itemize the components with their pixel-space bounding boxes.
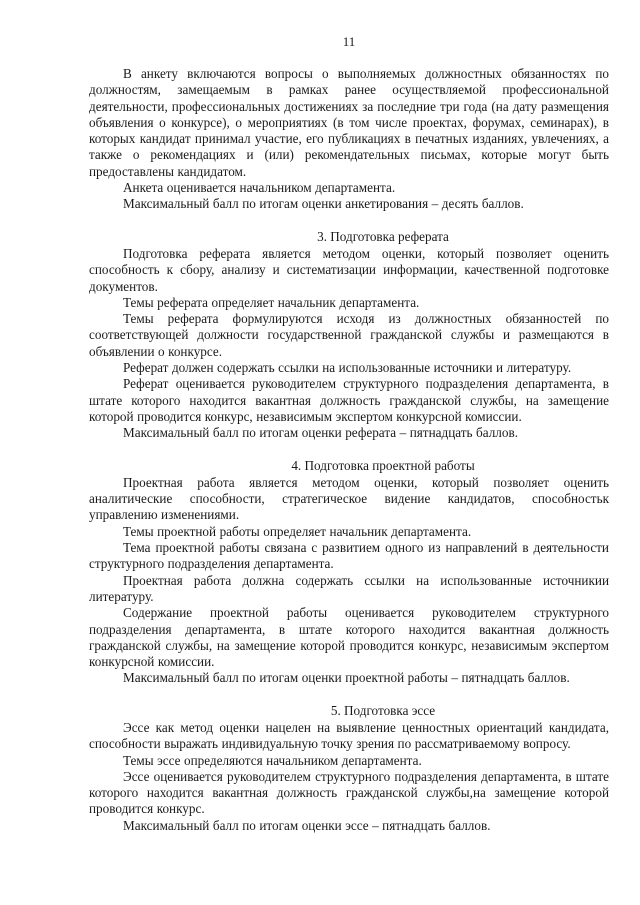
paragraph: Проектная работа должна содержать ссылки на использованные источникии литературу. [89, 572, 609, 604]
paragraph: Максимальный балл по итогам оценки проектной работы – пятнадцать баллов. [123, 670, 570, 686]
paragraph: Тема проектной работы связана с развитием одного из направлений в деятельности структурного подразделения департамента. [89, 540, 609, 572]
section-heading: 5. Подготовка эссе [330, 702, 436, 718]
paragraph: Анкета оценивается начальником департамента. [123, 180, 396, 196]
section-heading: 4. Подготовка проектной работы [291, 457, 475, 473]
paragraph: Темы реферата определяет начальник департамента. [123, 294, 420, 310]
paragraph: Содержание проектной работы оценивается руководителем структурного подразделения департамента, в штате которого находится вакантная должность гражданской службы, на замещение которой проводится конкурс, независимым экспертом конкурсной комиссии. [89, 605, 609, 670]
section-heading: 3. Подготовка реферата [317, 228, 449, 244]
paragraph: Максимальный балл по итогам оценки реферата – пятнадцать баллов. [123, 425, 518, 441]
page-number: 11 [342, 34, 356, 49]
paragraph: Темы реферата формулируются исходя из должностных обязанностей по соответствующей должности государственной гражданской службы и размещаются в объявлении о конкурсе. [89, 311, 609, 359]
paragraph: В анкету включаются вопросы о выполняемых должностных обязанностях по должностям, замещаемым в рамках ранее осуществляемой профессиональной деятельности, профессиональных достижениях за последние три года (на дату размещения объявления о конкурсе), о мероприятиях (в том числе проектах, форумах, семинарах), в которых кандидат принимал участие, его публикациях в печатных изданиях, увлечениях, а также о рекомендациях и (или) рекомендательных письмах, которые могут быть предоставлены кандидатом. [89, 66, 609, 179]
paragraph: Реферат оценивается руководителем структурного подразделения департамента, в штате которого находится вакантная должность гражданской службы, на замещение которой проводится конкурс, независимым экспертом конкурсной комиссии. [89, 376, 609, 424]
paragraph: Максимальный балл по итогам оценки анкетирования – десять баллов. [123, 196, 524, 212]
paragraph: Максимальный балл по итогам оценки эссе – пятнадцать баллов. [123, 817, 491, 833]
paragraph: Эссе оценивается руководителем структурного подразделения департамента, в штате которого находится вакантная должность гражданской службы,на замещение которой проводится конкурс. [89, 768, 609, 817]
paragraph: Темы эссе определяются начальником департамента. [123, 752, 422, 768]
paragraph: Темы проектной работы определяет начальник департамента. [123, 523, 472, 539]
paragraph: Подготовка реферата является методом оценки, который позволяет оценить способность к сбору, анализу и систематизации информации, качественной подготовке документов. [89, 245, 609, 294]
paragraph: Проектная работа является методом оценки, который позволяет оценить аналитические способности, стратегическое видение кандидатов, способностьк управлению изменениями. [89, 474, 609, 523]
document-page [89, 34, 609, 834]
paragraph: Реферат должен содержать ссылки на использованные источники и литературу. [123, 360, 572, 376]
paragraph: Эссе как метод оценки нацелен на выявление ценностных ориентаций кандидата, способности выражать индивидуальную точку зрения по рассматриваемому вопросу. [89, 719, 609, 752]
document-body [89, 66, 609, 834]
